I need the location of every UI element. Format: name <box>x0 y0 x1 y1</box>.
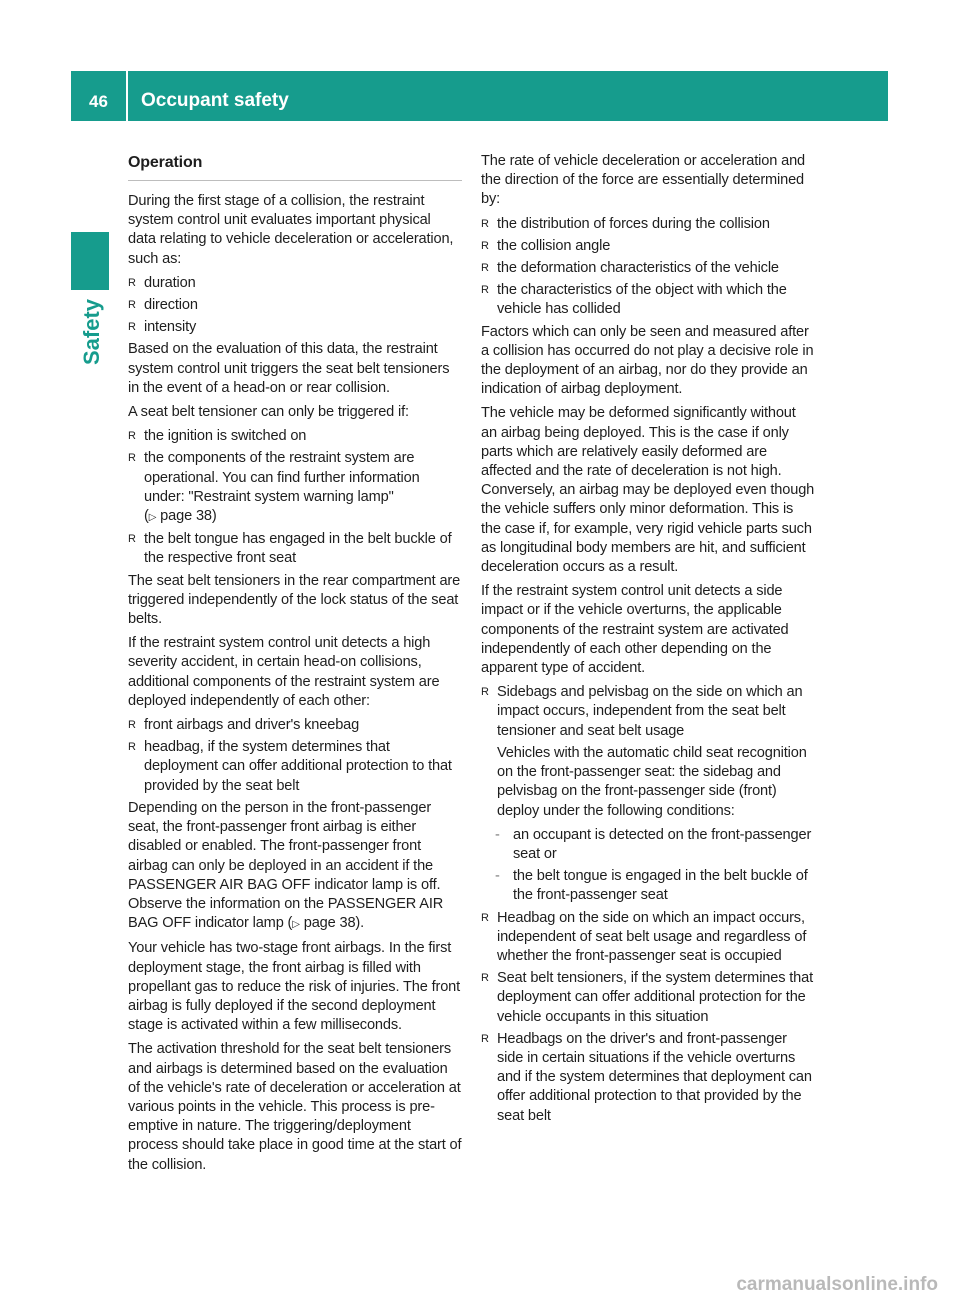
list-item: R the distribution of forces during the collision <box>481 215 815 234</box>
header-divider <box>126 71 128 121</box>
bullet-icon: R <box>128 719 136 732</box>
section-marker <box>71 232 109 290</box>
bullet-icon: R <box>128 533 136 546</box>
list-item: R Sidebags and pelvisbag on the side on which an impact occurs, independent from the seat belt tensioner and seat belt usage <box>481 684 803 739</box>
watermark: carmanualsonline.info <box>736 1274 938 1295</box>
list-item: R front airbags and driver's kneebag <box>128 716 462 735</box>
paragraph: The seat belt tensioners in the rear compartment are triggered independently of the lock status of the seat belts. <box>128 572 461 628</box>
bullet-icon: R <box>128 741 136 754</box>
page-number: 46 <box>89 92 108 111</box>
list-item: R the characteristics of the object with which the vehicle has collided <box>481 282 787 318</box>
sub-list-item: - the belt tongue is engaged in the belt buckle of the front-passenger seat <box>495 868 808 904</box>
list-item: R intensity <box>128 318 462 337</box>
list-item: R Headbag on the side on which an impact occurs, independent of seat belt usage and regardless of whether the front-passenger seat is occupied <box>481 909 807 964</box>
bullet-icon: R <box>481 1032 489 1045</box>
dash-icon: - <box>495 826 500 843</box>
paragraph: A seat belt tensioner can only be triggered if: <box>128 404 409 421</box>
section-heading: Operation <box>128 152 462 181</box>
page-reference-link[interactable]: page 38). <box>303 915 365 932</box>
list-item: R Seat belt tensioners, if the system determines that deployment can offer additional protection for the vehicle occupants in this situation <box>481 970 814 1025</box>
list-item: R the deformation characteristics of the vehicle <box>481 259 815 278</box>
bullet-icon: R <box>481 262 489 275</box>
list-item: R headbag, if the system determines that deployment can offer additional protection to that provided by the seat belt <box>128 739 452 794</box>
list-item: R Headbags on the driver's and front-passenger side in certain situations if the vehicle overturns and if the system determines that deployment can offer additional protection to that provided by the seat belt <box>481 1030 812 1124</box>
list-item: R duration <box>128 274 462 293</box>
right-column <box>481 152 815 1129</box>
paragraph: The activation threshold for the seat belt tensioners and airbags is determined based on the evaluation of the vehicle's rate of deceleration or acceleration at various points in the vehicle. This process is pre-emptive in nature. The triggering/deployment process should take place in good time at the start of the collision. <box>128 1041 462 1173</box>
bullet-icon: R <box>128 299 136 312</box>
dash-icon: - <box>495 868 500 885</box>
page-header <box>71 71 888 121</box>
list-item-note: Vehicles with the automatic child seat recognition on the front-passenger seat: the sidebag and pelvisbag on the front-passenger side (front) deploy under the following conditions: <box>497 744 807 819</box>
list-item: R direction <box>128 296 462 315</box>
bullet-icon: R <box>128 321 136 334</box>
paragraph: Factors which can only be seen and measured after a collision has occurred do not play a decisive role in the deployment of an airbag, nor do they provide an indication of airbag deployment. <box>481 323 814 398</box>
paragraph: If the restraint system control unit detects a side impact or if the vehicle overturns, the applicable components of the restraint system are activated independently of each other depending on the apparent type of accident. <box>481 583 789 677</box>
left-column <box>128 152 462 1180</box>
list-item: R the collision angle <box>481 237 815 256</box>
bullet-icon: R <box>481 972 489 985</box>
paragraph: Your vehicle has two-stage front airbags. In the first deployment stage, the front airbag is filled with propellant gas to reduce the risk of injuries. The front airbag is fully deployed if the second deployment stage is activated within a few milliseconds. <box>128 940 461 1034</box>
paragraph: If the restraint system control unit detects a high severity accident, in certain head-on collisions, additional components of the restraint system are deployed independently of each other: <box>128 635 440 709</box>
paragraph: During the first stage of a collision, the restraint system control unit evaluates important physical data relating to vehicle deceleration or acceleration, such as: <box>128 193 454 267</box>
list-item: R the ignition is switched on <box>128 427 462 446</box>
bullet-icon: R <box>128 276 136 289</box>
paragraph: The rate of vehicle deceleration or acceleration and the direction of the force are essentially determined by: <box>481 153 806 208</box>
bullet-icon: R <box>481 911 489 924</box>
page-title: Occupant safety <box>141 90 289 111</box>
bullet-icon: R <box>481 239 489 252</box>
bullet-icon: R <box>128 452 136 465</box>
page-ref-arrow-icon: ▷ <box>292 919 300 931</box>
bullet-icon: R <box>481 284 489 297</box>
bullet-icon: R <box>481 217 489 230</box>
paragraph: Depending on the person in the front-passenger seat, the front-passenger front airbag is either disabled or enabled. The front-passenger front airbag can only be deployed in an accident if the PASSENGER AIR BAG OFF indicator lamp is off. Observe the information on the PASSENGER AIR BAG OFF indicator lamp (▷ page 38). <box>128 799 444 932</box>
paragraph: Based on the evaluation of this data, the restraint system control unit triggers the seat belt tensioners in the event of a head-on or rear collision. <box>128 341 450 396</box>
list-item: R the belt tongue has engaged in the belt buckle of the respective front seat <box>128 531 452 567</box>
paragraph: The vehicle may be deformed significantly without an airbag being deployed. This is the case if only parts which are relatively easily deformed are affected and the rate of deceleration is not high. Conversely, an airbag may be deployed even though the vehicle suffers only minor deformation. This is the case if, for example, very rigid vehicle parts such as longitudinal body members are hit, and sufficient deceleration occurs as a result. <box>481 405 815 576</box>
page-reference-link[interactable]: page 38) <box>160 508 217 525</box>
page-ref-arrow-icon: ▷ <box>148 512 157 524</box>
bullet-icon: R <box>128 430 136 443</box>
list-item: R the components of the restraint system are operational. You can find further information under: "Restraint system warning lamp" (▷ page 38) <box>128 450 420 525</box>
bullet-icon: R <box>481 686 489 699</box>
sub-list-item: - an occupant is detected on the front-passenger seat or <box>495 826 812 862</box>
section-label: Safety <box>79 298 104 365</box>
